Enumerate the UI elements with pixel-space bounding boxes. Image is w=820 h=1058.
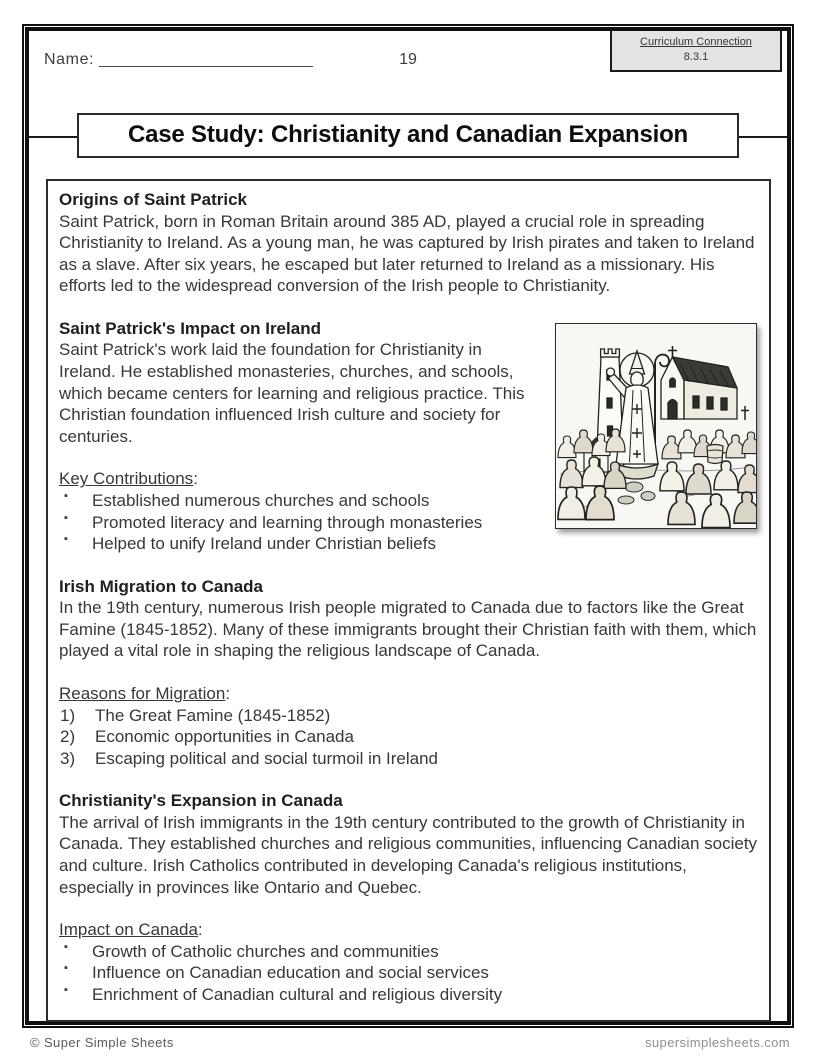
- item-number: 2): [60, 727, 76, 747]
- square-bullet-icon: ▪: [64, 962, 68, 975]
- page-frame-inner: [25, 27, 791, 1025]
- square-bullet-icon: ▪: [64, 511, 68, 524]
- copyright-text: © Super Simple Sheets: [30, 1035, 174, 1050]
- item-number: 3): [60, 748, 76, 768]
- subheading-impact-canada: [59, 919, 758, 941]
- subheading-colon: :: [197, 920, 203, 940]
- square-bullet-icon: ▪: [64, 489, 68, 502]
- list-item: ▪ Promoted literacy and learning through monasteries: [59, 512, 541, 534]
- numbered-item: 2) Economic opportunities in Canada: [60, 727, 354, 747]
- section-heading-expansion: Christianity's Expansion in Canada: [59, 791, 343, 811]
- list-item: ▪ Influence on Canadian education and social services: [59, 962, 758, 984]
- subheading-reasons: [59, 683, 758, 705]
- section-body-migration: In the 19th century, numerous Irish people migrated to Canada due to factors like the Great Famine (1845-1852). Many of these immigrants brought their Christian faith with them, which played a vital role in shaping the religious landscape of Canada.: [59, 598, 757, 661]
- list-item: ▪ Growth of Catholic churches and communities: [59, 941, 758, 963]
- section-heading-origins: Origins of Saint Patrick: [59, 190, 247, 209]
- subheading-colon: :: [225, 683, 231, 703]
- page-number: 19: [399, 51, 417, 68]
- section-body-impact-ireland: Saint Patrick's work laid the foundation for Christianity in Ireland. He established monasteries, churches, and schools, which became centers for learning and religious practice. This Christian foundation influenced Irish culture and society for centuries.: [59, 340, 525, 446]
- section-body-origins: Saint Patrick, born in Roman Britain around 385 AD, played a crucial role in spreading Christianity to Ireland. As a young man, he was captured by Irish pirates and taken to Ireland as a slave. After six years, he escaped but later returned to Ireland as a missionary. His efforts led to the widespread conversion of the Irish people to Christianity.: [59, 211, 755, 296]
- spacer: [59, 769, 758, 790]
- website-text: supersimplesheets.com: [645, 1035, 790, 1050]
- subheading-reasons-label: Reasons for Migration: [59, 683, 226, 703]
- spacer: [59, 662, 758, 683]
- square-bullet-icon: ▪: [64, 533, 68, 546]
- list-item: ▪ Established numerous churches and schools: [59, 490, 541, 512]
- worksheet-header: [29, 31, 787, 101]
- curriculum-connection-label: Curriculum Connection: [640, 36, 752, 48]
- spacer: [59, 555, 758, 576]
- subheading-impact-canada-label: Impact on Canada: [59, 920, 198, 940]
- square-bullet-icon: ▪: [64, 940, 68, 953]
- curriculum-connection-box: [610, 31, 782, 72]
- case-study-content: [46, 179, 771, 1022]
- square-bullet-icon: ▪: [64, 983, 68, 996]
- page-title: Case Study: Christianity and Canadian Expansion: [77, 113, 739, 158]
- section-body-expansion: The arrival of Irish immigrants in the 19th century contributed to the growth of Christianity in Canada. They established churches and religious communities, influencing Canadian society and culture. Irish Catholics contributed in developing Canada's religious institutions, especially in provinces like Ontario and Quebec.: [59, 812, 758, 897]
- curriculum-connection-code: 8.3.1: [683, 50, 709, 63]
- section-heading-impact-ireland: Saint Patrick's Impact on Ireland: [59, 318, 321, 338]
- page-frame: [22, 24, 794, 1028]
- name-label: Name:: [44, 51, 95, 68]
- saint-patrick-preaching-illustration: [555, 323, 757, 529]
- title-band: [29, 113, 787, 159]
- item-number: 1): [60, 705, 76, 725]
- list-item: ▪ Helped to unify Ireland under Christian beliefs: [59, 533, 541, 555]
- numbered-item: 1) The Great Famine (1845-1852): [60, 705, 331, 725]
- spacer: [59, 898, 758, 919]
- page-footer: [30, 1035, 790, 1050]
- section-heading-migration: Irish Migration to Canada: [59, 576, 264, 596]
- list-item: ▪ Enrichment of Canadian cultural and religious diversity: [59, 984, 758, 1006]
- subheading-colon: :: [193, 469, 198, 489]
- subheading-key-contributions-label: Key Contributions: [59, 469, 194, 489]
- name-blank-line: ________________________: [99, 51, 313, 68]
- numbered-item: 3) Escaping political and social turmoil in Ireland: [60, 748, 439, 768]
- spacer: [59, 297, 758, 318]
